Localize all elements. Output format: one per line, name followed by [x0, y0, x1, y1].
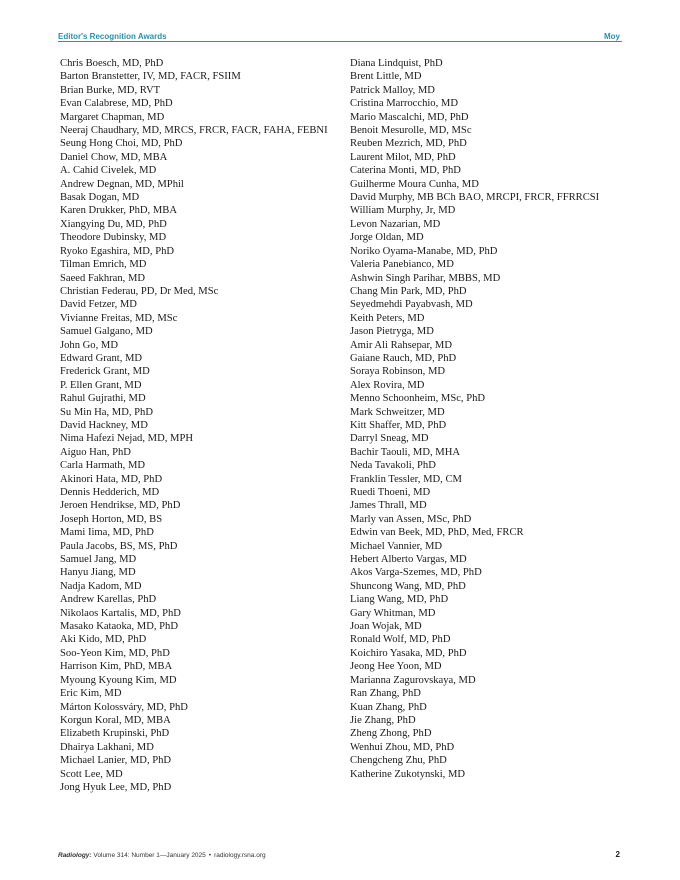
reviewer-list-right-column [350, 57, 640, 781]
reviewer-name: Jie Zhang, PhD [350, 714, 416, 726]
page-number: 2 [615, 850, 620, 859]
reviewer-name: Seung Hong Choi, MD, PhD [60, 138, 183, 150]
reviewer-name: Ruedi Thoeni, MD [350, 487, 431, 498]
reviewer-name: Shuncong Wang, MD, PhD [350, 580, 466, 592]
reviewer-name: Márton Kolossváry, MD, PhD [60, 701, 188, 713]
reviewer-name: Menno Schoonheim, MSc, PhD [350, 393, 486, 405]
reviewer-name: Chris Boesch, MD, PhD [60, 58, 164, 69]
reviewer-name: Cristina Marrocchio, MD [350, 98, 458, 110]
reviewer-name: Benoit Mesurolle, MD, MSc [350, 125, 472, 137]
reviewer-name: Koichiro Yasaka, MD, PhD [350, 647, 467, 659]
reviewer-name: Daniel Chow, MD, MBA [60, 151, 168, 163]
reviewer-name: Eric Kim, MD [60, 688, 122, 700]
reviewer-name: Xiangying Du, MD, PhD [60, 218, 167, 230]
reviewer-name: David Murphy, MB BCh BAO, MRCPI, FRCR, FFRRCSI [350, 192, 600, 204]
reviewer-name: Valeria Panebianco, MD [350, 259, 454, 271]
reviewer-name: Dennis Hedderich, MD [60, 487, 160, 498]
reviewer-name: Akinori Hata, MD, PhD [60, 473, 163, 485]
reviewer-name: Joan Wojak, MD [350, 621, 422, 633]
reviewer-name: David Hackney, MD [60, 419, 148, 431]
reviewer-name: John Go, MD [60, 339, 118, 351]
reviewer-name: Brian Burke, MD, RVT [60, 84, 161, 96]
reviewer-name: Margaret Chapman, MD [60, 111, 165, 123]
reviewer-name: Chang Min Park, MD, PhD [350, 285, 467, 297]
reviewer-name: Bachir Taouli, MD, MHA [350, 446, 460, 458]
reviewer-name: Karen Drukker, PhD, MBA [60, 205, 177, 217]
reviewer-name: Edward Grant, MD [60, 352, 143, 364]
reviewer-name: Korgun Koral, MD, MBA [60, 714, 171, 726]
reviewer-name: Dhairya Lakhani, MD [60, 741, 154, 753]
reviewer-name: Vivianne Freitas, MD, MSc [60, 312, 178, 324]
reviewer-name: Noriko Oyama-Manabe, MD, PhD [350, 245, 498, 257]
reviewer-name: Soo-Yeon Kim, MD, PhD [60, 647, 170, 659]
reviewer-name: Carla Harmath, MD [60, 460, 146, 472]
reviewer-name: Su Min Ha, MD, PhD [60, 406, 154, 418]
reviewer-name: Mark Schweitzer, MD [350, 406, 445, 418]
reviewer-name: Hanyu Jiang, MD [60, 567, 136, 579]
footer-website: radiology.rsna.org [214, 852, 266, 859]
reviewer-name: Samuel Galgano, MD [60, 326, 153, 338]
reviewer-name: Nikolaos Kartalis, MD, PhD [60, 607, 181, 619]
reviewer-name: Nima Hafezi Nejad, MD, MPH [60, 433, 193, 445]
reviewer-list-left-column [60, 57, 335, 794]
reviewer-name: Gary Whitman, MD [350, 607, 436, 619]
reviewer-name: Harrison Kim, PhD, MBA [60, 661, 173, 673]
reviewer-name: Jong Hyuk Lee, MD, PhD [60, 781, 172, 793]
reviewer-name: Soraya Robinson, MD [350, 366, 446, 378]
reviewer-name: Jeroen Hendrikse, MD, PhD [60, 500, 181, 512]
reviewer-name: Kuan Zhang, PhD [350, 701, 427, 713]
reviewer-name: Tilman Emrich, MD [60, 259, 147, 271]
reviewer-name: Theodore Dubinsky, MD [60, 232, 167, 244]
reviewer-name: James Thrall, MD [350, 500, 427, 512]
reviewer-name: Reuben Mezrich, MD, PhD [350, 138, 467, 150]
reviewer-name: Mario Mascalchi, MD, PhD [350, 111, 469, 123]
reviewer-name: Ronald Wolf, MD, PhD [350, 634, 451, 646]
reviewer-name: Samuel Jang, MD [60, 554, 137, 566]
reviewer-name: Andrew Degnan, MD, MPhil [60, 178, 184, 190]
reviewer-name: A. Cahid Civelek, MD [60, 165, 157, 177]
reviewer-name: Myoung Kyoung Kim, MD [60, 674, 177, 686]
reviewer-name: Mami Iima, MD, PhD [60, 527, 154, 539]
reviewer-name: Barton Branstetter, IV, MD, FACR, FSIIM [60, 71, 241, 83]
reviewer-name: Brent Little, MD [350, 71, 422, 83]
reviewer-name: Akos Varga-Szemes, MD, PhD [350, 567, 482, 579]
reviewer-name: P. Ellen Grant, MD [60, 379, 142, 391]
footer-separator: • [208, 852, 212, 859]
reviewer-name: Neeraj Chaudhary, MD, MRCS, FRCR, FACR, FAHA, FEBNI [60, 125, 328, 137]
reviewer-name: Scott Lee, MD [60, 768, 123, 780]
header-author-label: Moy [604, 32, 620, 41]
reviewer-name: Diana Lindquist, PhD [350, 58, 443, 69]
section-title: Editor's Recognition Awards [58, 32, 167, 41]
reviewer-name: Joseph Horton, MD, BS [60, 513, 163, 525]
reviewer-name: Chengcheng Zhu, PhD [350, 755, 447, 767]
reviewer-name: Edwin van Beek, MD, PhD, Med, FRCR [350, 527, 524, 539]
reviewer-name: Christian Federau, PD, Dr Med, MSc [60, 285, 219, 297]
footer-citation [58, 852, 266, 859]
reviewer-name: Marly van Assen, MSc, PhD [350, 513, 472, 525]
reviewer-name: Aiguo Han, PhD [60, 446, 131, 458]
reviewer-name: Michael Lanier, MD, PhD [60, 755, 172, 767]
reviewer-name: Katherine Zukotynski, MD [350, 768, 466, 780]
reviewer-name: Michael Vannier, MD [350, 540, 443, 552]
reviewer-name: Darryl Sneag, MD [350, 433, 429, 445]
reviewer-name: Gaiane Rauch, MD, PhD [350, 352, 457, 364]
reviewer-name: William Murphy, Jr, MD [350, 205, 456, 217]
reviewer-name: Keith Peters, MD [350, 312, 425, 324]
footer-issue: Volume 314: Number 1—January 2025 [93, 852, 206, 859]
reviewer-name: Laurent Milot, MD, PhD [350, 151, 456, 163]
reviewer-name: Saeed Fakhran, MD [60, 272, 146, 284]
reviewer-name: Amir Ali Rahsepar, MD [350, 339, 452, 351]
reviewer-name: Rahul Gujrathi, MD [60, 393, 146, 405]
reviewer-name: Levon Nazarian, MD [350, 218, 441, 230]
reviewer-name: Masako Kataoka, MD, PhD [60, 621, 178, 633]
reviewer-name: David Fetzer, MD [60, 299, 137, 311]
reviewer-name: Paula Jacobs, BS, MS, PhD [60, 540, 178, 552]
reviewer-name: Zheng Zhong, PhD [350, 728, 432, 740]
reviewer-name: Kitt Shaffer, MD, PhD [350, 419, 447, 431]
reviewer-name: Franklin Tessler, MD, CM [350, 473, 462, 485]
reviewer-name: Aki Kido, MD, PhD [60, 634, 147, 646]
reviewer-name: Frederick Grant, MD [60, 366, 150, 378]
header-divider [58, 41, 622, 42]
reviewer-name: Seyedmehdi Payabvash, MD [350, 299, 473, 311]
reviewer-name: Jason Pietryga, MD [350, 326, 434, 338]
reviewer-name: Jeong Hee Yoon, MD [350, 661, 442, 673]
reviewer-name: Jorge Oldan, MD [350, 232, 424, 244]
footer-journal-name: Radiology: [58, 852, 92, 859]
reviewer-name: Hebert Alberto Vargas, MD [350, 554, 467, 566]
reviewer-name: Elizabeth Krupinski, PhD [60, 728, 170, 740]
reviewer-name: Marianna Zagurovskaya, MD [350, 674, 476, 686]
reviewer-name: Alex Rovira, MD [350, 379, 425, 391]
reviewer-name: Ashwin Singh Parihar, MBBS, MD [350, 272, 501, 284]
reviewer-name: Ryoko Egashira, MD, PhD [60, 245, 175, 257]
reviewer-name: Wenhui Zhou, MD, PhD [350, 741, 455, 753]
reviewer-name: Liang Wang, MD, PhD [350, 594, 449, 606]
reviewer-name: Patrick Malloy, MD [350, 84, 435, 96]
reviewer-name: Neda Tavakoli, PhD [350, 460, 436, 472]
reviewer-name: Caterina Monti, MD, PhD [350, 165, 461, 177]
reviewer-name: Guilherme Moura Cunha, MD [350, 178, 479, 190]
reviewer-name: Evan Calabrese, MD, PhD [60, 98, 173, 110]
reviewer-name: Nadja Kadom, MD [60, 580, 142, 592]
reviewer-name: Andrew Karellas, PhD [60, 594, 157, 606]
reviewer-name: Ran Zhang, PhD [350, 688, 421, 700]
reviewer-name: Basak Dogan, MD [60, 192, 140, 204]
